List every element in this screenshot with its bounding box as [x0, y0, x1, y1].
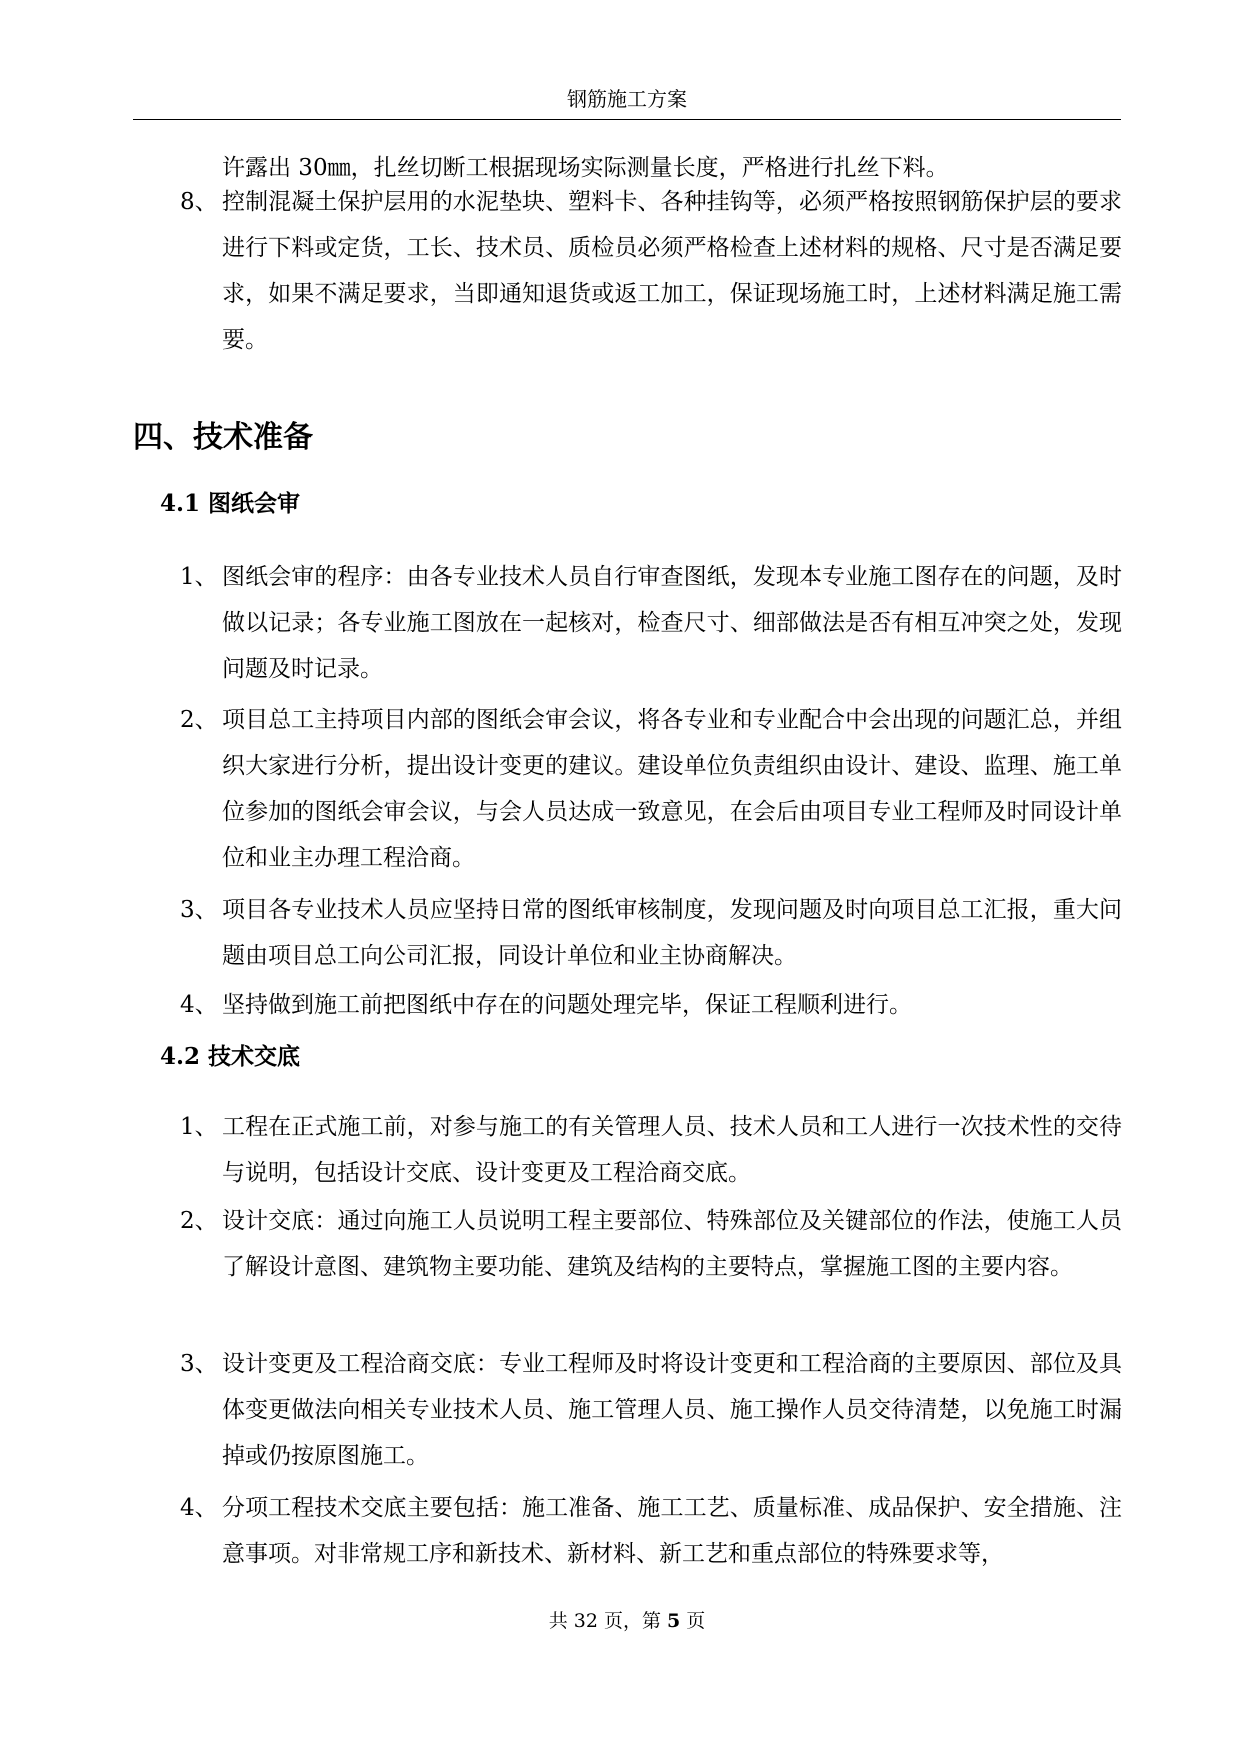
list-item-text: 工程在正式施工前，对参与施工的有关管理人员、技术人员和工人进行一次技术性的交待与说明，包括设计交底、设计变更及工程洽商交底。 — [222, 1114, 1122, 1186]
list-item-number: 4、 — [180, 992, 218, 1018]
list-item-text: 设计变更及工程洽商交底：专业工程师及时将设计变更和工程洽商的主要原因、部位及具体变更做法向相关专业技术人员、施工管理人员、施工操作人员交待清楚，以免施工时漏掉或仍按原图施工。 — [222, 1351, 1122, 1469]
footer-suffix: 页 — [680, 1610, 706, 1632]
list-item-number: 1、 — [180, 564, 218, 590]
list-item — [180, 982, 1122, 1028]
list-item-number: 8、 — [180, 189, 218, 215]
list-item — [180, 1485, 1122, 1577]
subsection-heading-4-2: 4.2 技术交底 — [160, 1043, 301, 1070]
list-item-text: 控制混凝土保护层用的水泥垫块、塑料卡、各种挂钩等，必须严格按照钢筋保护层的要求进行下料或定货，工长、技术员、质检员必须严格检查上述材料的规格、尺寸是否满足要求，如果不满足要求，当即通知退货或返工加工，保证现场施工时，上述材料满足施工需要。 — [222, 189, 1122, 353]
list-item-text: 坚持做到施工前把图纸中存在的问题处理完毕，保证工程顺利进行。 — [222, 992, 912, 1018]
footer-page-number: 5 — [667, 1610, 681, 1632]
list-item-number: 3、 — [180, 1351, 218, 1377]
header-rule — [133, 119, 1121, 120]
list-item-number: 1、 — [180, 1114, 218, 1140]
list-item-number: 2、 — [180, 1208, 218, 1234]
list-item-text: 分项工程技术交底主要包括：施工准备、施工工艺、质量标准、成品保护、安全措施、注意事项。对非常规工序和新技术、新材料、新工艺和重点部位的特殊要求等， — [222, 1495, 1122, 1567]
list-item — [180, 887, 1122, 979]
page-footer — [133, 1609, 1121, 1633]
list-item — [180, 1104, 1122, 1196]
list-item-number: 2、 — [180, 707, 218, 733]
running-header-title: 钢筋施工方案 — [567, 87, 687, 111]
subsection-heading-4-1: 4.1 图纸会审 — [160, 490, 301, 517]
footer-prefix: 共 32 页，第 — [548, 1610, 667, 1632]
list-item — [180, 697, 1122, 881]
list-item — [180, 554, 1122, 692]
list-item-text: 项目总工主持项目内部的图纸会审会议，将各专业和专业配合中会出现的问题汇总，并组织大家进行分析，提出设计变更的建议。建设单位负责组织由设计、建设、监理、施工单位参加的图纸会审会议，与会人员达成一致意见，在会后由项目专业工程师及时同设计单位和业主办理工程洽商。 — [222, 707, 1122, 871]
list-item-number: 4、 — [180, 1495, 218, 1521]
intro-continuation: 许露出 30㎜，扎丝切断工根据现场实际测量长度，严格进行扎丝下料。 — [222, 155, 949, 181]
section-heading: 四、技术准备 — [133, 420, 313, 455]
list-item — [180, 1198, 1122, 1290]
list-item-text: 图纸会审的程序：由各专业技术人员自行审查图纸，发现本专业施工图存在的问题，及时做以记录；各专业施工图放在一起核对，检查尺寸、细部做法是否有相互冲突之处，发现问题及时记录。 — [222, 564, 1122, 682]
list-item-8 — [180, 179, 1122, 363]
list-item-text: 项目各专业技术人员应坚持日常的图纸审核制度，发现问题及时向项目总工汇报，重大问题由项目总工向公司汇报，同设计单位和业主协商解决。 — [222, 897, 1122, 969]
list-item — [180, 1341, 1122, 1479]
list-item-text: 设计交底：通过向施工人员说明工程主要部位、特殊部位及关键部位的作法，使施工人员了解设计意图、建筑物主要功能、建筑及结构的主要特点，掌握施工图的主要内容。 — [222, 1208, 1122, 1280]
list-item-number: 3、 — [180, 897, 218, 923]
